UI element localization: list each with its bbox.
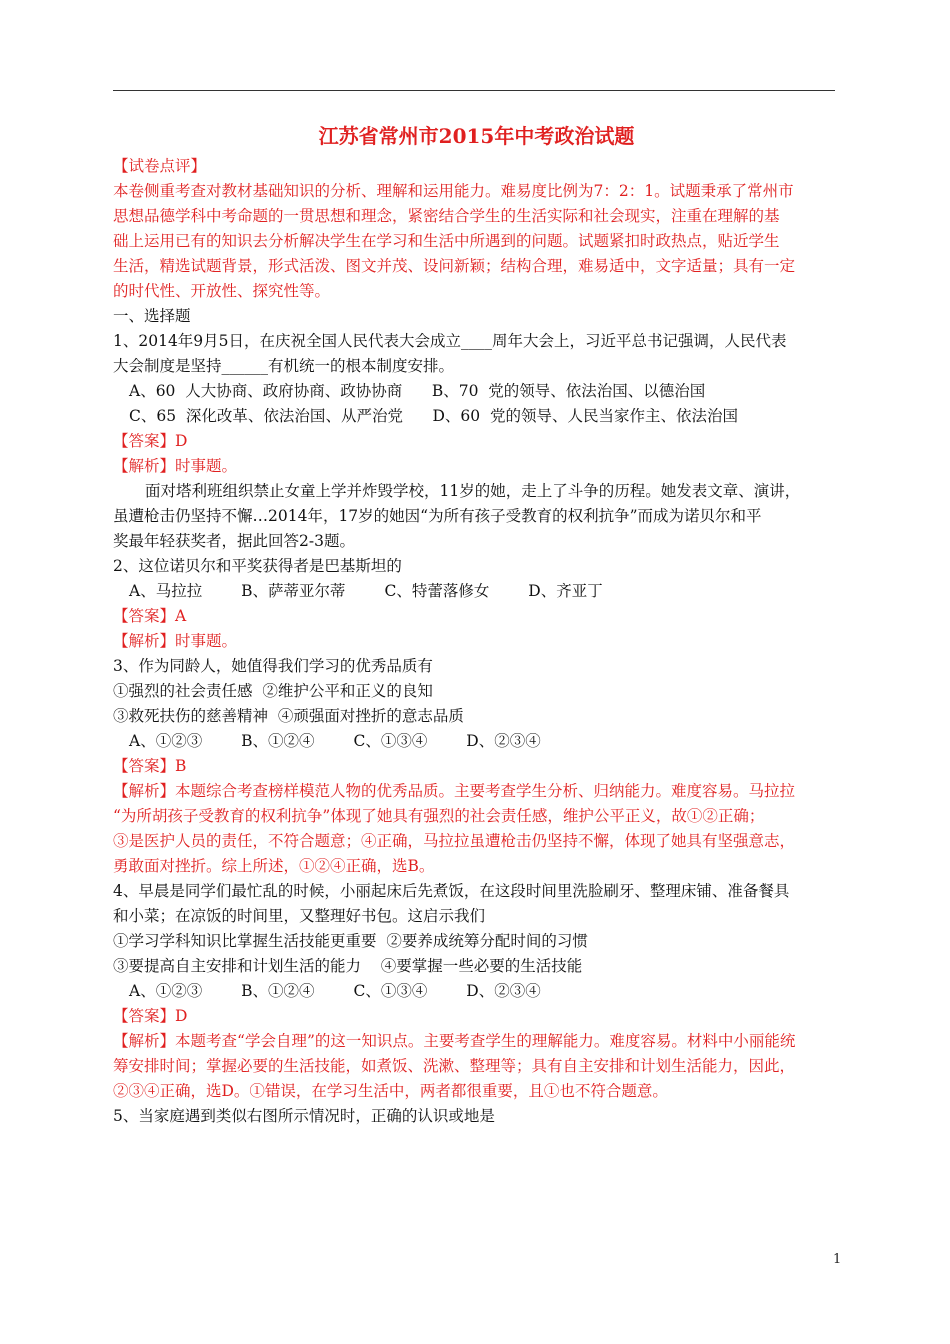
analysis-text: “为所胡孩子受教育的权利抗争”体现了她具有强烈的社会责任感，维护公平正义，故①②正确； xyxy=(113,807,765,825)
header-rule xyxy=(113,90,835,91)
q3-item: ③救死扶伤的慈善精神 ④顽强面对挫折的意志品质 xyxy=(113,707,464,725)
option: A、马拉拉 xyxy=(129,582,203,600)
q1-stem: 大会制度是坚持______有机统一的根本制度安排。 xyxy=(113,357,455,375)
analysis-text: ③是医护人员的责任，不符合题意；④正确，马拉拉虽遭枪击仍坚持不懈，体现了她具有坚强意志， xyxy=(113,832,796,850)
page-number: 1 xyxy=(833,1252,842,1267)
q3-analysis xyxy=(113,779,840,804)
q1-answer: 【答案】D xyxy=(113,432,188,450)
option: C、①③④ xyxy=(353,982,428,1000)
analysis-text: 时事题。 xyxy=(175,457,238,475)
q1-options: A、60 人大协商、政府协商、政协协商 B、70 党的领导、依法治国、以德治国 xyxy=(129,382,706,400)
analysis-text: 勇敢面对挫折。综上所述，①②④正确，选B。 xyxy=(113,857,435,875)
option: A、①②③ xyxy=(129,732,203,750)
q4-item: ③要提高自主安排和计划生活的能力 ④要掌握一些必要的生活技能 xyxy=(113,957,583,975)
q4-answer: 【答案】D xyxy=(113,1007,188,1025)
section-heading: 一、选择题 xyxy=(113,307,191,325)
q2-stem: 2、这位诺贝尔和平奖获得者是巴基斯坦的 xyxy=(113,557,402,575)
q2-answer: 【答案】A xyxy=(113,607,187,625)
q4-stem: 和小菜；在凉饭的时间里，又整理好书包。这启示我们 xyxy=(113,907,486,925)
page-title: 江苏省常州市2015年中考政治试题 xyxy=(318,124,635,148)
analysis-text: 时事题。 xyxy=(175,632,238,650)
q4-stem: 4、早晨是同学们最忙乱的时候，小丽起床后先煮饭，在这段时间里洗脸刷牙、整理床铺、准备餐具 xyxy=(113,882,790,900)
analysis-label: 【解析】 xyxy=(113,1032,176,1050)
option: B、①②④ xyxy=(241,732,315,750)
option: D、齐亚丁 xyxy=(528,582,603,600)
analysis-text: ②③④正确，选D。①错误，在学习生活中，两者都很重要，且①也不符合题意。 xyxy=(113,1082,668,1100)
review-label: 【试卷点评】 xyxy=(113,157,207,175)
q2-analysis xyxy=(113,629,840,654)
q1-analysis xyxy=(113,454,840,479)
review-line: 本卷侧重考查对教材基础知识的分析、理解和运用能力。难易度比例为7：2：1。试题秉承了常州市 xyxy=(113,182,794,200)
option: C、①③④ xyxy=(353,732,428,750)
q3-answer: 【答案】B xyxy=(113,757,187,775)
option: B、萨蒂亚尔蒂 xyxy=(241,582,346,600)
document-body xyxy=(113,120,840,1129)
q3-stem: 3、作为同龄人，她值得我们学习的优秀品质有 xyxy=(113,657,433,675)
q3-options xyxy=(113,729,840,754)
q2-options xyxy=(113,579,840,604)
q4-item: ①学习学科知识比掌握生活技能更重要 ②要养成统筹分配时间的习惯 xyxy=(113,932,588,950)
analysis-text: 本题综合考查榜样模范人物的优秀品质。主要考查学生分析、归纳能力。难度容易。马拉拉 xyxy=(175,782,796,800)
option: D、②③④ xyxy=(466,982,541,1000)
q1-stem: 1、2014年9月5日，在庆祝全国人民代表大会成立____周年大会上，习近平总书记强调，人民代表 xyxy=(113,332,787,350)
option: D、②③④ xyxy=(466,732,541,750)
material-line: 虽遭枪击仍坚持不懈…2014年，17岁的她因“为所有孩子受教育的权利抗争”而成为诺贝尔和平 xyxy=(113,507,762,525)
analysis-label: 【解析】 xyxy=(113,632,176,650)
q1-options: C、65 深化改革、依法治国、从严治党 D、60 党的领导、人民当家作主、依法治国 xyxy=(129,407,739,425)
analysis-text: 本题考查“学会自理”的这一知识点。主要考查学生的理解能力。难度容易。材料中小丽能统 xyxy=(175,1032,796,1050)
analysis-label: 【解析】 xyxy=(113,457,176,475)
option: C、特蕾落修女 xyxy=(384,582,490,600)
analysis-label: 【解析】 xyxy=(113,782,176,800)
review-line: 础上运用已有的知识去分析解决学生在学习和生活中所遇到的问题。试题紧扣时政热点，贴近学生 xyxy=(113,232,780,250)
analysis-text: 筹安排时间；掌握必要的生活技能，如煮饭、洗漱、整理等；具有自主安排和计划生活能力，因此， xyxy=(113,1057,796,1075)
material-line: 奖最年轻获奖者，据此回答2-3题。 xyxy=(113,532,355,550)
q5-stem: 5、当家庭遇到类似右图所示情况时，正确的认识或地是 xyxy=(113,1107,495,1125)
review-line: 思想品德学科中考命题的一贯思想和理念，紧密结合学生的生活实际和社会现实，注重在理解的基 xyxy=(113,207,780,225)
option: B、①②④ xyxy=(241,982,315,1000)
option: A、①②③ xyxy=(129,982,203,1000)
review-line: 生活，精选试题背景，形式活泼、图文并茂、设问新颖；结构合理，难易适中，文字适量；具有一定 xyxy=(113,257,796,275)
q3-item: ①强烈的社会责任感 ②维护公平和正义的良知 xyxy=(113,682,433,700)
material-line: 面对塔利班组织禁止女童上学并炸毁学校，11岁的她，走上了斗争的历程。她发表文章、演讲， xyxy=(145,482,801,500)
q4-options xyxy=(113,979,840,1004)
q4-analysis xyxy=(113,1029,840,1054)
review-line: 的时代性、开放性、探究性等。 xyxy=(113,282,331,300)
